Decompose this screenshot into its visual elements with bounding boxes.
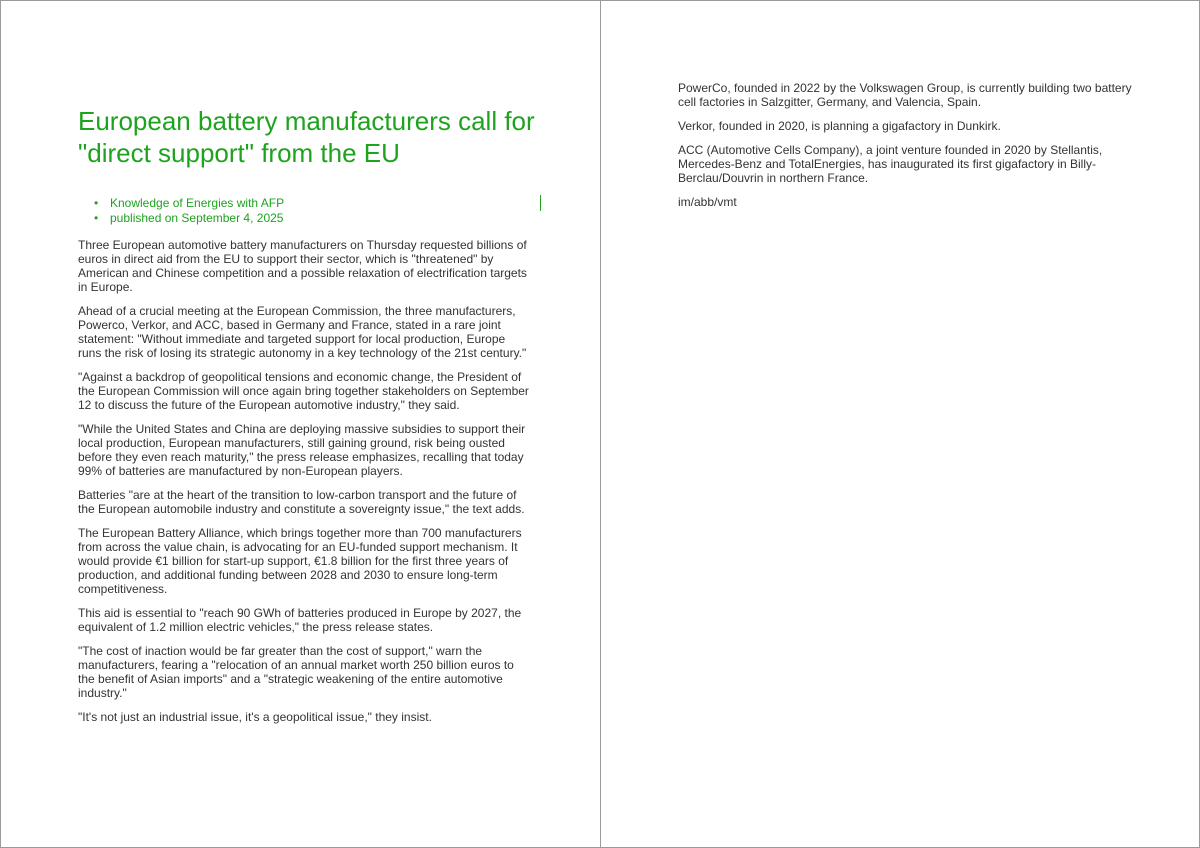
article-title: European battery manufacturers call for "direct support" from the EU: [78, 106, 535, 168]
paragraph: Three European automotive battery manufacturers on Thursday requested billions of euros in direct aid from the EU to support their sector, which is "threatened" by American and Chinese competition and a possible relaxation of electrification targets in Europe.: [78, 238, 527, 294]
text-cursor: [540, 195, 541, 211]
paragraph: Batteries "are at the heart of the transition to low-carbon transport and the future of the European automobile industry and constitute a sovereignty issue," the text adds.: [78, 488, 525, 516]
paragraph: "Against a backdrop of geopolitical tensions and economic change, the President of the European Commission will once again bring together stakeholders on September 12 to discuss the future of the European automotive industry," they said.: [78, 370, 529, 412]
paragraph: Verkor, founded in 2020, is planning a gigafactory in Dunkirk.: [678, 119, 1001, 133]
meta-published-date: • published on September 4, 2025: [94, 211, 284, 226]
author-initials: im/abb/vmt: [678, 195, 737, 209]
paragraph: ACC (Automotive Cells Company), a joint venture founded in 2020 by Stellantis, Mercedes-Benz and TotalEnergies, has inaugurated its first gigafactory in Billy-Berclau/Douvrin in northern France.: [678, 143, 1103, 185]
paragraph: "While the United States and China are deploying massive subsidies to support their local production, European manufacturers, still gaining ground, risk being ousted before they even reach maturity," the press release emphasizes, recalling that today 99% of batteries are manufactured by non-European players.: [78, 422, 526, 478]
right-page: [601, 1, 1199, 847]
article-body-right: [678, 81, 1134, 219]
article-meta-list: [94, 196, 284, 226]
paragraph: This aid is essential to "reach 90 GWh of batteries produced in Europe by 2027, the equivalent of 1.2 million electric vehicles," the press release states.: [78, 606, 522, 634]
meta-source: • Knowledge of Energies with AFP: [94, 196, 284, 211]
paragraph: "The cost of inaction would be far greater than the cost of support," warn the manufacturers, fearing a "relocation of an annual market worth 250 billion euros to the benefit of Asian imports" and a "strategic weakening of the entire automotive industry.": [78, 644, 514, 700]
left-page: [1, 1, 600, 847]
paragraph: "It's not just an industrial issue, it's a geopolitical issue," they insist.: [78, 710, 432, 724]
paragraph: PowerCo, founded in 2022 by the Volkswagen Group, is currently building two battery cell factories in Salzgitter, Germany, and Valencia, Spain.: [678, 81, 1132, 109]
paragraph: The European Battery Alliance, which brings together more than 700 manufacturers from across the value chain, is advocating for an EU-funded support mechanism. It would provide €1 billion for start-up support, €1.8 billion for the first three years of production, and additional funding between 2028 and 2030 to ensure long-term competitiveness.: [78, 526, 522, 596]
paragraph: Ahead of a crucial meeting at the European Commission, the three manufacturers, Powerco, Verkor, and ACC, based in Germany and France, stated in a rare joint statement: "Without immediate and targeted support for local production, Europe runs the risk of losing its strategic autonomy in a key technology of the 21st century.": [78, 304, 527, 360]
article-body-left: [78, 238, 530, 734]
